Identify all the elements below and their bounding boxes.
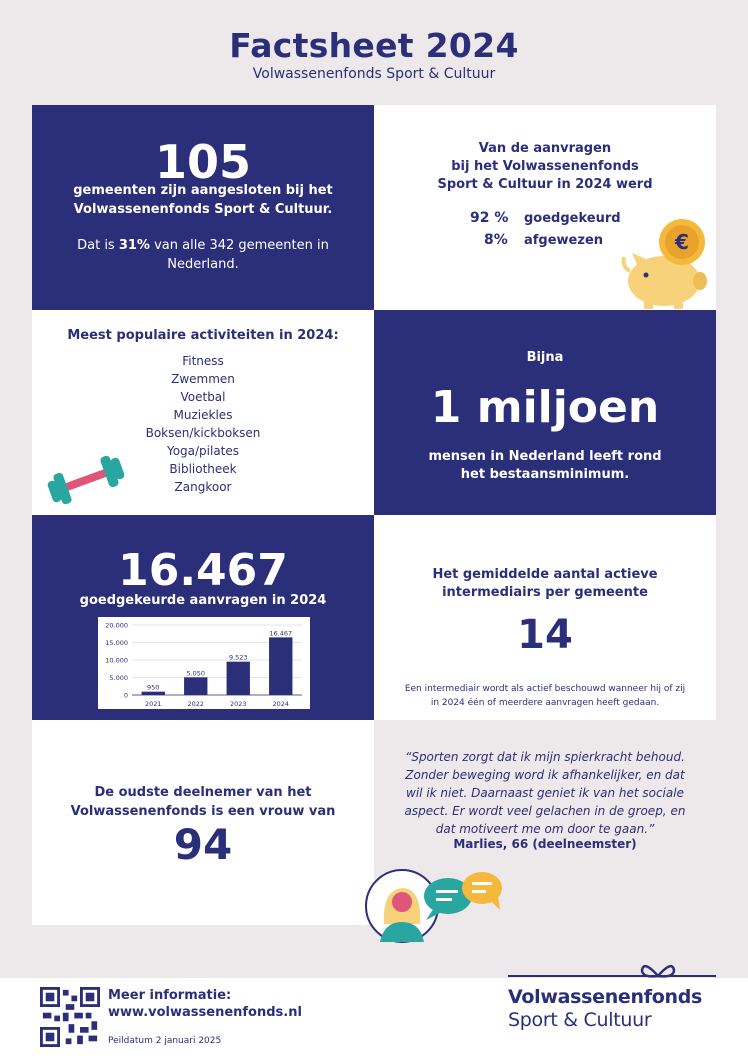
activity-item: Bibliotheek bbox=[169, 462, 237, 476]
applications-intro3: Sport & Cultuur in 2024 werd bbox=[437, 177, 653, 192]
chart-ytick-label: 10.000 bbox=[105, 656, 128, 665]
chart-value-label: 950 bbox=[147, 683, 160, 692]
quote-line: Zonder beweging word ik afhankelijker, en dat bbox=[405, 768, 685, 782]
minimum-big: 1 miljoen bbox=[430, 382, 660, 433]
approved-label: goedgekeurde aanvragen in 2024 bbox=[79, 593, 327, 608]
chart-ytick-label: 20.000 bbox=[105, 621, 128, 630]
share-percent: 31% bbox=[118, 238, 150, 253]
speech-bubbles-icon bbox=[362, 862, 512, 946]
approved-chart bbox=[98, 617, 310, 709]
quote-panel bbox=[374, 720, 716, 925]
logo-line2: Sport & Cultuur bbox=[508, 1009, 652, 1031]
svg-text:€: € bbox=[675, 230, 689, 254]
approved-panel bbox=[32, 515, 374, 720]
chart-ytick-label: 5.000 bbox=[109, 674, 128, 682]
quote-line: dat motiveert me om door te gaan.” bbox=[435, 822, 655, 836]
chart-xtick-label: 2023 bbox=[229, 700, 247, 708]
municipalities-share bbox=[32, 236, 374, 255]
page-title: Factsheet 2024 bbox=[229, 26, 519, 65]
oldest-participant-panel bbox=[32, 720, 374, 925]
intermediaries-note1: Een intermediair wordt als actief beschouwd wanneer hij of zij bbox=[404, 684, 686, 694]
minimum-line2: het bestaansminimum. bbox=[460, 467, 630, 482]
applications-panel bbox=[374, 105, 716, 310]
chart-bar bbox=[227, 662, 250, 695]
chart-ytick-label: 0 bbox=[123, 691, 128, 700]
activity-item: Zangkoor bbox=[174, 480, 232, 494]
chart-bar bbox=[142, 692, 165, 695]
ribbon-icon bbox=[638, 958, 678, 984]
oldest-line2: Volwassenenfonds is een vrouw van bbox=[70, 804, 336, 819]
municipalities-panel bbox=[32, 105, 374, 310]
quote-line: wil ik niet. Daarnaast geniet ik van het sociale bbox=[406, 786, 684, 800]
activities-title: Meest populaire activiteiten in 2024: bbox=[67, 328, 339, 343]
share-suffix: van alle 342 gemeenten in bbox=[149, 238, 329, 253]
chart-value-label: 5.050 bbox=[186, 669, 206, 678]
dumbbell-icon bbox=[44, 456, 128, 504]
activities-panel bbox=[32, 310, 374, 515]
chart-bar bbox=[184, 677, 207, 695]
chart-xtick-label: 2024 bbox=[272, 700, 290, 708]
oldest-line1: De oudste deelnemer van het bbox=[94, 785, 312, 800]
municipalities-share-line2: Nederland. bbox=[167, 257, 239, 272]
minimum-income-panel bbox=[374, 310, 716, 515]
chart-value-label: 16.467 bbox=[269, 629, 293, 638]
intermediaries-panel bbox=[374, 515, 716, 720]
activity-item: Voetbal bbox=[180, 390, 226, 404]
activity-item: Boksen/kickboksen bbox=[145, 426, 261, 440]
quote-line: aspect. Er wordt veel gelachen in de groep, en bbox=[404, 804, 686, 818]
chart-xtick-label: 2021 bbox=[144, 700, 162, 708]
activity-item: Zwemmen bbox=[171, 372, 235, 386]
chart-bar bbox=[269, 637, 292, 695]
municipalities-number: 105 bbox=[154, 135, 252, 189]
logo-line1: Volwassenenfonds bbox=[508, 986, 703, 1008]
rejected-label: afgewezen bbox=[524, 233, 604, 248]
approved-percent: 92 % bbox=[470, 210, 509, 226]
municipalities-line1: gemeenten zijn aangesloten bij het bbox=[73, 183, 333, 198]
oldest-number: 94 bbox=[173, 820, 233, 869]
reference-date: Peildatum 2 januari 2025 bbox=[108, 1036, 222, 1046]
minimum-line1: mensen in Nederland leeft rond bbox=[428, 449, 662, 464]
municipalities-line2: Volwassenenfonds Sport & Cultuur. bbox=[73, 202, 333, 217]
approved-label: goedgekeurd bbox=[524, 211, 621, 226]
piggy-bank-icon bbox=[614, 215, 714, 310]
activity-item: Fitness bbox=[182, 354, 224, 368]
chart-value-label: 9.523 bbox=[228, 653, 248, 662]
quote-author: Marlies, 66 (deelneemster) bbox=[453, 837, 637, 851]
intermediaries-line1: Het gemiddelde aantal actieve bbox=[432, 567, 658, 582]
applications-intro1: Van de aanvragen bbox=[478, 141, 612, 156]
website-link[interactable]: www.volwassenenfonds.nl bbox=[108, 1005, 302, 1020]
applications-intro2: bij het Volwassenenfonds bbox=[451, 159, 639, 174]
minimum-pre: Bijna bbox=[526, 350, 564, 365]
approved-number: 16.467 bbox=[118, 545, 288, 596]
more-info-label: Meer informatie: bbox=[108, 988, 232, 1003]
rejected-percent: 8% bbox=[484, 232, 508, 248]
activity-item: Yoga/pilates bbox=[166, 444, 240, 458]
logo-rule bbox=[508, 975, 716, 977]
intermediaries-number: 14 bbox=[517, 612, 573, 658]
share-prefix: Dat is bbox=[77, 238, 119, 253]
quote-line: “Sporten zorgt dat ik mijn spierkracht behoud. bbox=[405, 750, 685, 764]
activity-item: Muziekles bbox=[173, 408, 233, 422]
intermediaries-note2: in 2024 één of meerdere aanvragen heeft gedaan. bbox=[430, 698, 660, 708]
chart-ytick-label: 15.000 bbox=[105, 639, 128, 647]
page-subtitle: Volwassenenfonds Sport & Cultuur bbox=[252, 66, 496, 82]
qr-code-icon[interactable] bbox=[40, 987, 100, 1047]
chart-xtick-label: 2022 bbox=[187, 700, 205, 708]
quote-text bbox=[374, 748, 716, 838]
intermediaries-line2: intermediairs per gemeente bbox=[442, 585, 648, 600]
